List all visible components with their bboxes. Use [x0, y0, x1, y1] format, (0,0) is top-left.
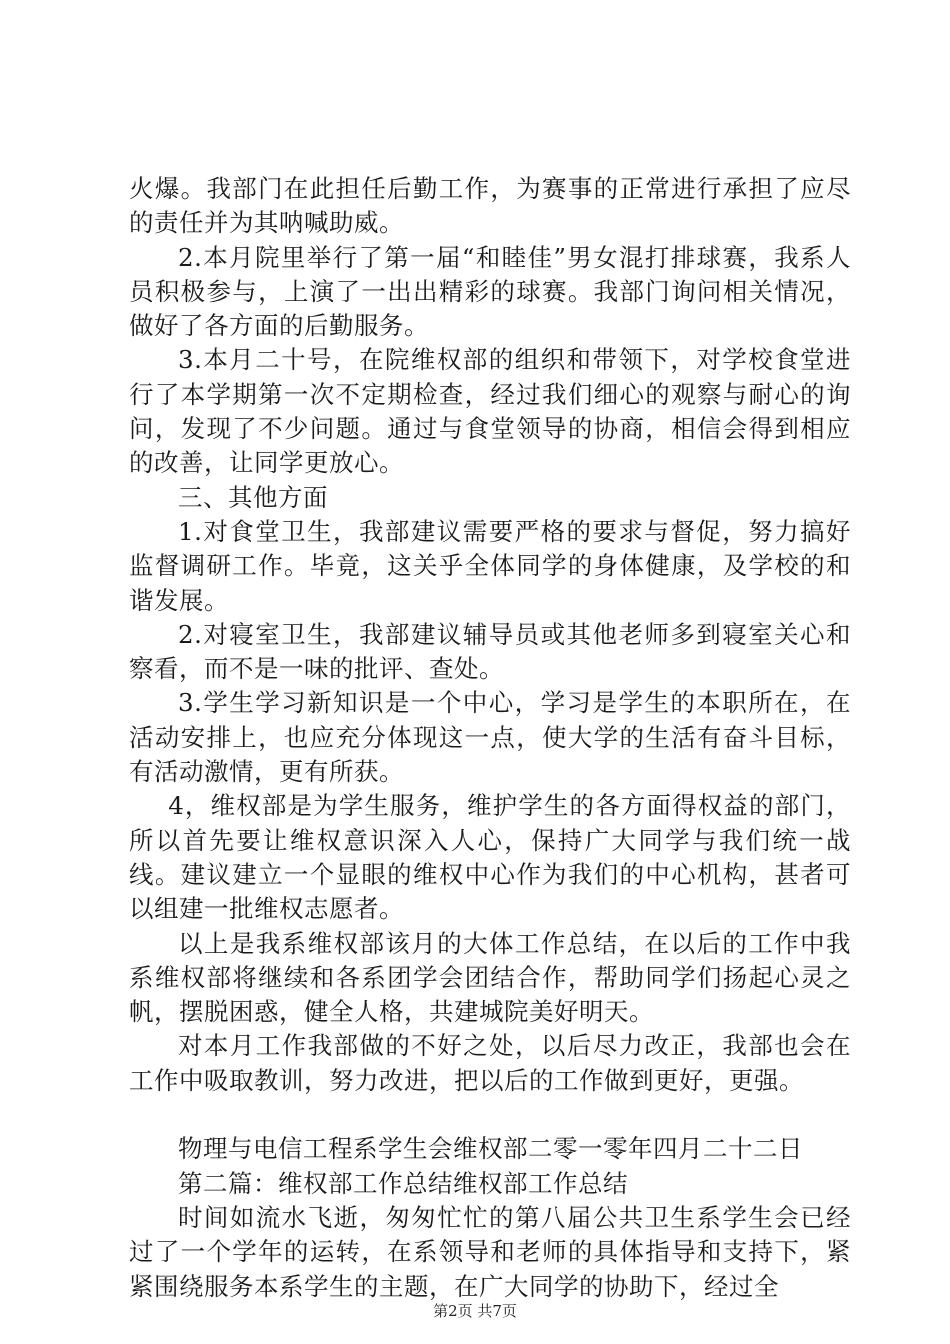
paragraph-8: 4，维权部是为学生服务，维护学生的各方面得权益的部门，所以首先要让维权意识深入人心，保持广大同学与我们统一战线。建议建立一个显眼的维权中心作为我们的中心机构，甚者可以组建一批维权志愿者。	[129, 791, 851, 924]
section-heading-other: 三、其他方面	[178, 482, 328, 512]
paragraph-2: 2.本月院里举行了第一届“和睦佳”男女混打排球赛，我系人员积极参与，上演了一出出精彩的球赛。我部门询问相关情况，做好了各方面的后勤服务。	[129, 242, 851, 341]
paragraph-14: 时间如流水飞逝，匆匆忙忙的第八届公共卫生系学生会已经过了一个学年的运转，在系领导和老师的具体指导和支持下，紧紧围绕服务本系学生的主题，在广大同学的协助下，经过全	[129, 1202, 851, 1301]
blank-line	[129, 1098, 851, 1132]
paragraph-7: 3.学生学习新知识是一个中心，学习是学生的本职所在，在活动安排上，也应充分体现这一点，使大学的生活有奋斗目标，有活动激情，更有所获。	[129, 688, 851, 787]
paragraph-3: 3.本月二十号，在院维权部的组织和带领下，对学校食堂进行了本学期第一次不定期检查，经过我们细心的观察与耐心的询问，发现了不少问题。通过与食堂领导的协商，相信会得到相应的改善，让同学更放心。	[129, 345, 851, 478]
paragraph-6: 2.对寝室卫生，我部建议辅导员或其他老师多到寝室关心和察看，而不是一味的批评、查处。	[129, 619, 851, 684]
signature-line: 物理与电信工程系学生会维权部二零一零年四月二十二日	[178, 1134, 803, 1164]
paragraph-5: 1.对食堂卫生，我部建议需要严格的要求与督促，努力搞好监督调研工作。毕竟，这关乎全体同学的身体健康，及学校的和谐发展。	[129, 516, 851, 615]
paragraph-1: 火爆。我部门在此担任后勤工作，为赛事的正常进行承担了应尽的责任并为其呐喊助威。	[129, 174, 851, 238]
part-two-heading: 第二篇：维权部工作总结维权部工作总结	[178, 1168, 628, 1198]
paragraph-9: 以上是我系维权部该月的大体工作总结，在以后的工作中我系维权部将继续和各系团学会团结合作，帮助同学们扬起心灵之帆，摆脱困惑，健全人格，共建城院美好明天。	[129, 928, 851, 1027]
paragraph-10: 对本月工作我部做的不好之处，以后尽力改正，我部也会在工作中吸取教训，努力改进，把以后的工作做到更好，更强。	[129, 1031, 851, 1095]
document-body	[129, 172, 851, 1304]
page-footer: 第2页 共7页	[433, 1302, 517, 1320]
